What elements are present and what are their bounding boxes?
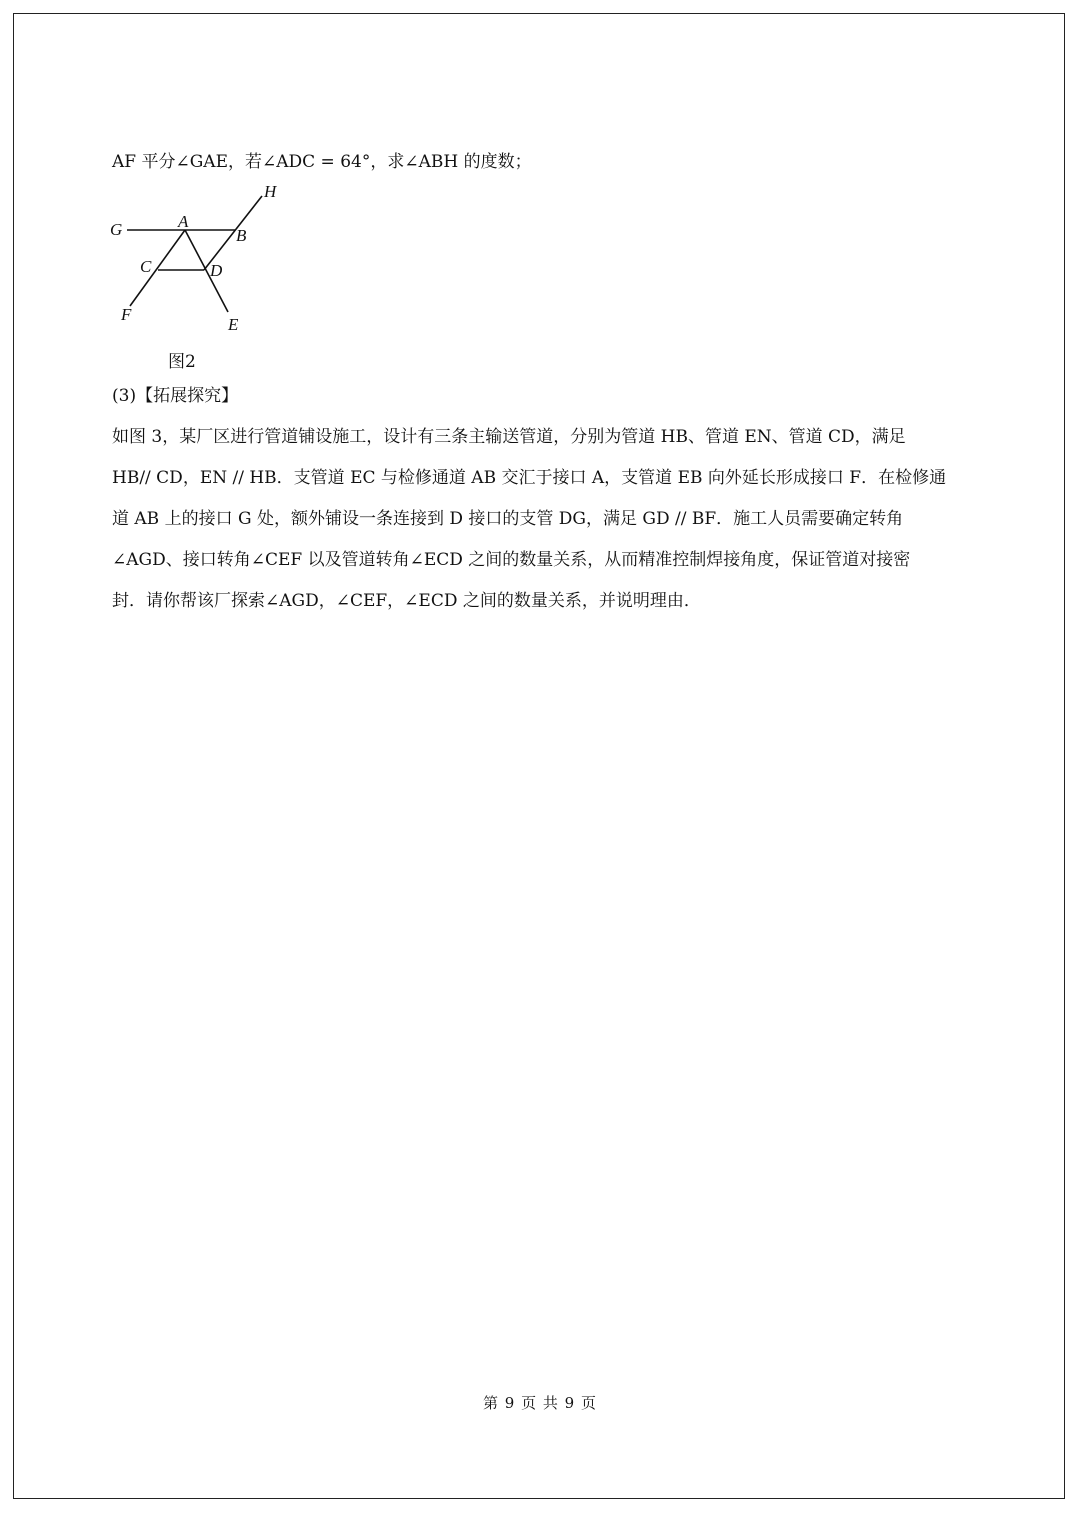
text-line-5: 道 AB 上的接口 G 处，额外铺设一条连接到 D 接口的支管 DG，满足 GD // BF．施工人员需要确定转角 xyxy=(112,509,904,529)
text-line-4: HB// CD，EN // HB．支管道 EC 与检修通道 AB 交汇于接口 A，支管道 EB 向外延长形成接口 F．在检修通 xyxy=(112,468,947,488)
geometry-figure-2 xyxy=(100,178,300,340)
section-heading: (3)【拓展探究】 xyxy=(112,386,239,406)
label-b: B xyxy=(236,226,247,245)
label-d: D xyxy=(210,261,223,280)
text-line-6: ∠AGD、接口转角∠CEF 以及管道转角∠ECD 之间的数量关系，从而精准控制焊接角度，保证管道对接密 xyxy=(112,550,911,570)
label-g: G xyxy=(110,220,123,239)
ray-a-f xyxy=(130,230,185,306)
page-footer: 第 9 页 共 9 页 xyxy=(483,1394,597,1412)
text-line-7: 封．请你帮该厂探索∠AGD，∠CEF，∠ECD 之间的数量关系，并说明理由． xyxy=(112,591,701,611)
label-h: H xyxy=(264,182,277,201)
ray-d-h xyxy=(204,196,262,270)
label-a: A xyxy=(178,212,189,231)
label-e: E xyxy=(228,315,239,334)
text-line-3: 如图 3，某厂区进行管道铺设施工，设计有三条主输送管道，分别为管道 HB、管道 EN、管道 CD，满足 xyxy=(112,427,906,447)
label-c: C xyxy=(140,257,152,276)
figure-caption: 图2 xyxy=(168,352,196,372)
label-f: F xyxy=(121,305,132,324)
text-line-1: AF 平分∠GAE，若∠ADC = 64°，求∠ABH 的度数； xyxy=(112,152,532,172)
